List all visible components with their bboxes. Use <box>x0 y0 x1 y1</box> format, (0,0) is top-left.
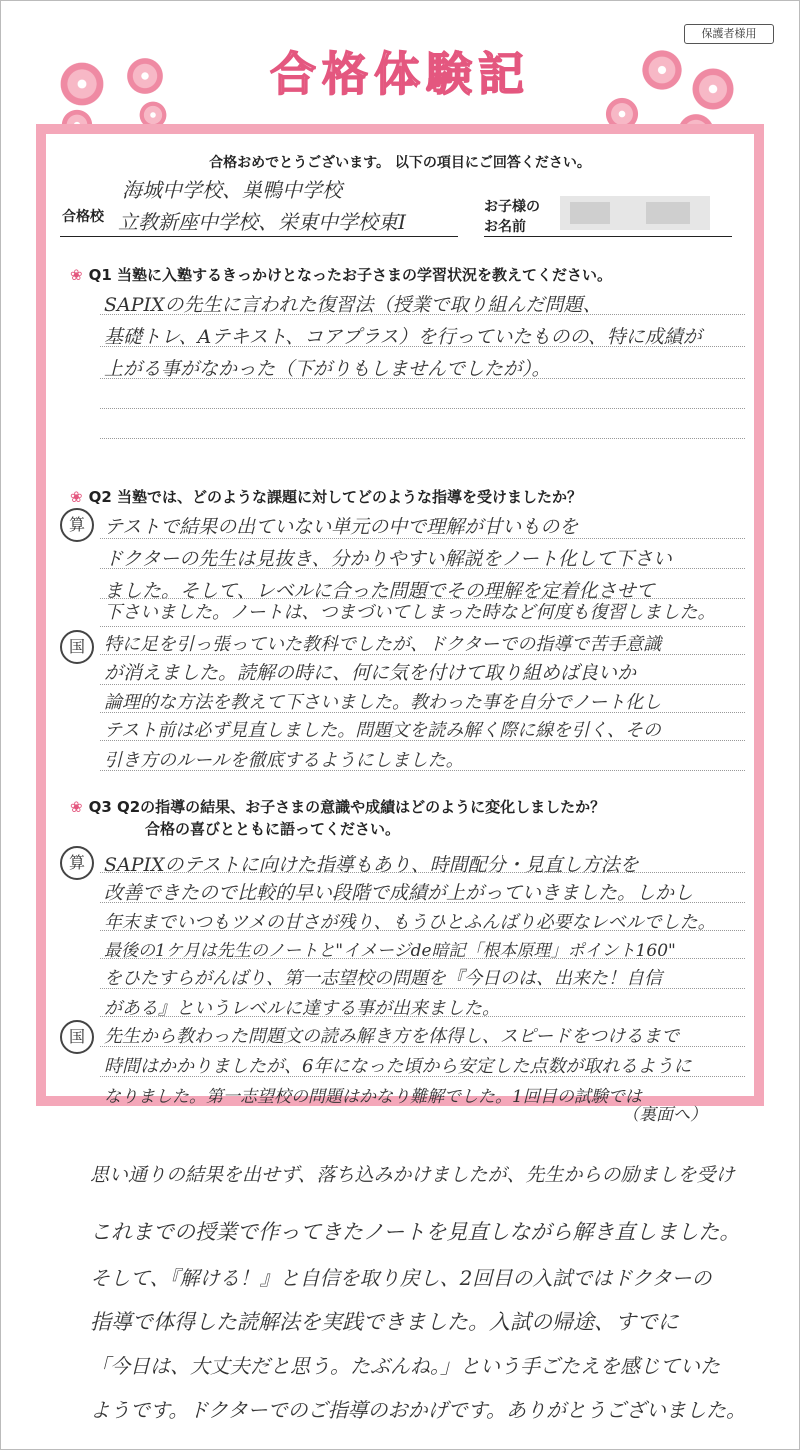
ruled-line <box>100 872 745 873</box>
guardian-tag: 保護者様用 <box>684 24 774 44</box>
name-underline <box>484 236 732 237</box>
ruled-line <box>100 346 745 347</box>
q2-japanese-line: 論理的な方法を教えて下さいました。教わった事を自分でノート化し <box>104 692 662 713</box>
ruled-line <box>100 930 745 931</box>
ruled-line <box>100 1076 745 1077</box>
ruled-line <box>100 314 745 315</box>
japanese-mark: 国 <box>60 1020 94 1054</box>
school-label: 合格校 <box>62 209 104 225</box>
ruled-line <box>100 958 745 959</box>
q2-japanese-line: 特に足を引っ張っていた教科でしたが、ドクターでの指導で苦手意識 <box>104 634 662 655</box>
q3-japanese-line: 時間はかかりましたが、6年になった頃から安定した点数が取れるように <box>104 1056 692 1077</box>
ruled-line <box>100 598 745 599</box>
q2-math-line: 下さいました。ノートは、つまづいてしまった時など何度も復習しました。 <box>104 602 716 623</box>
q3-math-line: SAPIXのテストに向けた指導もあり、時間配分・見直し方法を <box>104 854 639 876</box>
q3-question: Q3 Q2の指導の結果、お子さまの意識や成績はどのように変化しましたか？ <box>88 798 606 816</box>
child-name-label: お子様の <box>484 199 540 215</box>
q3-japanese-line: なりました。第一志望校の問題はかなり難解でした。1回目の試験では <box>104 1087 642 1107</box>
q2-math-line: テストで結果の出ていない単元の中で理解が甘いものを <box>104 516 579 538</box>
q2-heading <box>70 486 582 507</box>
q1-answer-line: SAPIXの先生に言われた復習法（授業で取り組んだ問題、 <box>104 294 602 316</box>
back-line: 指導で体得した読解法を実践できました。入試の帰途、すでに <box>90 1310 679 1334</box>
ruled-line <box>100 654 745 655</box>
ruled-line <box>100 568 745 569</box>
q2-question: Q2 当塾では、どのような課題に対してどのような指導を受けましたか？ <box>88 488 582 506</box>
back-line: 思い通りの結果を出せず、落ち込みかけましたが、先生からの励ましを受け <box>90 1164 735 1186</box>
continued-note: （裏面へ） <box>622 1105 707 1125</box>
back-line: 「今日は、大丈夫だと思う。たぶんね。」という手ごたえを感じていた <box>90 1354 720 1378</box>
ruled-line <box>100 438 745 439</box>
ruled-line <box>100 712 745 713</box>
blossom-icon <box>58 60 106 108</box>
flower-bullet-icon: ❀ <box>70 488 83 506</box>
ruled-line <box>100 770 745 771</box>
math-mark: 算 <box>60 508 94 542</box>
q3-heading <box>70 796 605 817</box>
math-mark: 算 <box>60 846 94 880</box>
q1-heading <box>70 264 612 285</box>
q3-math-line: をひたすらがんばり、第一志望校の問題を『今日のは、出来た！自信 <box>104 968 662 989</box>
q1-question: Q1 当塾に入塾するきっかけとなったお子さまの学習状況を教えてください。 <box>88 266 612 284</box>
redacted-name <box>560 196 710 230</box>
blossom-icon <box>640 48 684 92</box>
q3-math-line: 最後の1ケ月は先生のノートと"イメージde暗記「根本原理」ポイント160" <box>104 941 676 961</box>
ruled-line <box>100 1016 745 1017</box>
school-underline <box>60 236 458 237</box>
back-line: ようです。ドクターでのご指導のおかげです。ありがとうございました。 <box>90 1398 746 1422</box>
q2-japanese-line: 引き方のルールを徹底するようにしました。 <box>104 750 464 771</box>
q1-answer-line: 基礎トレ、Aテキスト、コアプラス）を行っていたものの、特に成績が <box>104 326 702 348</box>
q3-math-line: 改善できたので比較的早い段階で成績が上がっていきました。しかし <box>104 882 694 904</box>
ruled-line <box>100 626 745 627</box>
q2-math-line: ました。そして、レベルに合った問題でその理解を定着化させて <box>104 580 655 602</box>
ruled-line <box>100 902 745 903</box>
q1-answer-line: 上がる事がなかった（下がりもしませんでしたが）。 <box>104 358 551 380</box>
ruled-line <box>100 378 745 379</box>
q3-math-line: 年末までいつもツメの甘さが残り、もうひとふんばり必要なレベルでした。 <box>104 912 716 933</box>
ruled-line <box>100 408 745 409</box>
q3-question-sub: 合格の喜びとともに語ってください。 <box>145 820 401 838</box>
ruled-line <box>100 740 745 741</box>
child-name-label: お名前 <box>484 219 526 235</box>
q2-math-line: ドクターの先生は見抜き、分かりやすい解説をノート化して下さい <box>104 548 672 570</box>
page-title: 合格体験記 <box>270 47 530 101</box>
intro-text: 合格おめでとうございます。 以下の項目にご回答ください。 <box>209 155 591 171</box>
schools-line-2: 立教新座中学校、栄東中学校東Ⅰ <box>118 210 406 234</box>
flower-bullet-icon: ❀ <box>70 266 83 284</box>
blossom-icon <box>125 56 165 96</box>
japanese-mark: 国 <box>60 630 94 664</box>
q2-japanese-line: が消えました。読解の時に、何に気を付けて取り組めば良いか <box>104 662 637 684</box>
back-line: そして、『解ける！』と自信を取り戻し、2回目の入試ではドクターの <box>90 1266 712 1290</box>
q2-japanese-line: テスト前は必ず見直しました。問題文を読み解く際に線を引く、その <box>104 720 661 741</box>
ruled-line <box>100 1046 745 1047</box>
q3-math-line: がある』というレベルに達する事が出来ました。 <box>104 998 500 1019</box>
q3-japanese-line: 先生から教わった問題文の読み解き方を体得し、スピードをつけるまで <box>104 1026 680 1047</box>
blossom-icon <box>690 66 736 112</box>
ruled-line <box>100 684 745 685</box>
ruled-line <box>100 538 745 539</box>
schools-line-1: 海城中学校、巣鴨中学校 <box>122 178 342 202</box>
flower-bullet-icon: ❀ <box>70 798 83 816</box>
ruled-line <box>100 988 745 989</box>
back-line: これまでの授業で作ってきたノートを見直しながら解き直しました。 <box>90 1220 741 1244</box>
